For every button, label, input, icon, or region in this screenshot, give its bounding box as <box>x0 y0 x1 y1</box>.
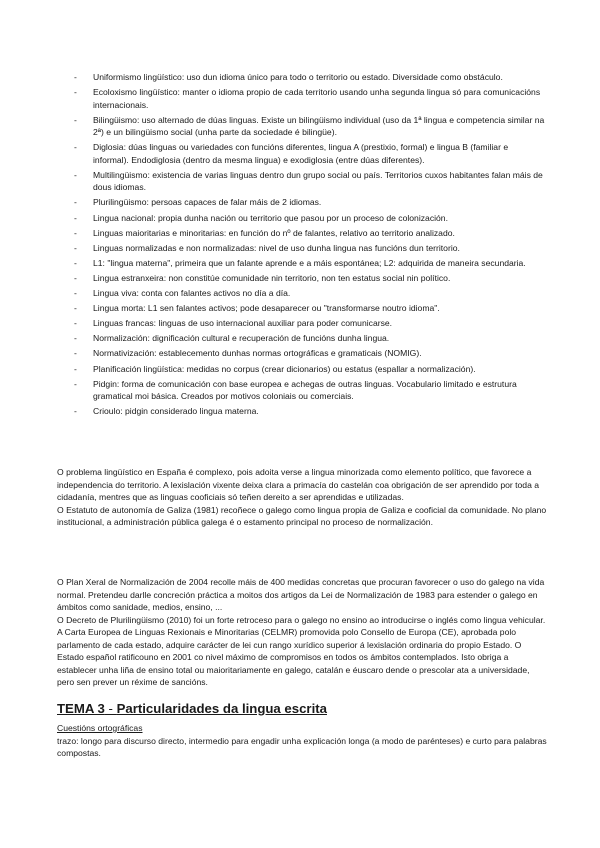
list-item: - Bilingüismo: uso alternado de dúas linguas. Existe un bilingüismo individual (uso da 1ª lingua e competencia similar na 2ª) e un bilingüismo social (unha parte da sociedade é bilingüe). <box>74 114 545 138</box>
bullet-dash: - <box>74 87 77 98</box>
bullet-dash: - <box>74 227 77 238</box>
bullet-dash: - <box>74 72 77 82</box>
list-item: - Lingua estranxeira: non constitúe comunidade nin territorio, non ten estatus social nin político. <box>74 272 451 283</box>
list-item: - Normalización: dignificación cultural e recuperación de funcións dunha lingua. <box>74 333 390 344</box>
bullet-dash: - <box>74 288 77 299</box>
bullet-dash: - <box>74 242 77 253</box>
bullet-dash: - <box>74 114 77 125</box>
paragraph: A Carta Europea de Linguas Rexionais e Minoritarias (CELMR) promovida polo Consello de Europa (CE), aprobada polo parlamento de cada estado, adquire carácter de lei cun rango xurídico superior á lexislación ordinaria do propio Estado. O Estado español ratificouno en 2001 co nivel máximo de compromisos en todos os ámbitos contemplados. Isto obriga a establecer unha liña de ensino total ou maioritariamente en galego, catalán e éuscaro dende o prescolar ata a universidade, pero sen prever un réxime de sancións. <box>57 627 530 687</box>
bullet-dash: - <box>74 212 77 223</box>
section-heading <box>57 701 327 717</box>
list-item: - Multilingüismo: existencia de varias linguas dentro dun grupo social ou país. Territorios cuxos habitantes falan máis de dous idiomas. <box>74 169 543 193</box>
paragraph-block-legislation <box>57 576 549 689</box>
list-item: - L1: "lingua materna", primeira que un falante aprende e a máis espontánea; L2: adquirida de maneira secundaria. <box>74 257 526 268</box>
bullet-dash: - <box>74 363 77 374</box>
list-item: - Normativización: establecemento dunhas normas ortográficas e gramaticais (NOMIG). <box>74 348 422 359</box>
bullet-dash: - <box>74 348 77 359</box>
section-title-text: Particularidades da lingua escrita <box>116 701 327 716</box>
subheading: Cuestións ortográficas <box>57 723 143 733</box>
bullet-dash: - <box>74 333 77 344</box>
list-item: - Uniformismo lingüístico: uso dun idioma único para todo o territorio ou estado. Diversidade como obstáculo. <box>74 72 503 82</box>
section-number: TEMA 3 <box>57 701 105 716</box>
list-item: - Crioulo: pidgin considerado lingua materna. <box>74 406 259 417</box>
bullet-dash: - <box>74 406 77 417</box>
list-item: - Linguas francas: linguas de uso internacional auxiliar para poder comunicarse. <box>74 318 393 329</box>
definitions-list <box>0 71 600 420</box>
bullet-dash: - <box>74 169 77 180</box>
list-item: - Linguas maioritarias e minoritarias: en función do nº de falantes, relativo ao territorio analizado. <box>74 227 455 238</box>
list-item: - Plurilingüismo: persoas capaces de falar máis de 2 idiomas. <box>74 197 322 208</box>
list-item: - Lingua morta: L1 sen falantes activos; pode desaparecer ou "transformarse noutro idioma". <box>74 303 440 314</box>
bullet-dash: - <box>74 378 77 389</box>
paragraph: trazo: longo para discurso directo, intermedio para engadir unha explicación longa (a modo de parénteses) e curto para palabras compostas. <box>57 735 547 758</box>
paragraph: O problema lingüístico en España é complexo, pois adoita verse a lingua minorizada como elemento político, que favorece a independencia do territorio. A lexislación vixente deixa clara a primacía do castelán coa obrigación de ser aprendido por toda a cidadanía, mentres que as linguas cooficiais só teñen dereito a ser aprendidas e utilizadas. <box>57 467 540 502</box>
bullet-dash: - <box>74 318 77 329</box>
paragraph: O Estatuto de autonomía de Galiza (1981) recoñece o galego como lingua propia de Galiza e cooficial da comunidade. No plano institucional, a administración pública galega é o estamento principal no proceso de normalización. <box>57 504 547 527</box>
section-separator: - <box>104 701 117 716</box>
list-item: - Pidgin: forma de comunicación con base europea e achegas de outras linguas. Vocabulario limitado e estrutura gramatical moi básica. Creados por motivos coloniais ou comerciais. <box>74 378 517 402</box>
list-item: - Planificación lingüística: medidas no corpus (crear dicionarios) ou estatus (espallar a normalización). <box>74 363 476 374</box>
list-item: - Linguas normalizadas e non normalizadas: nivel de uso dunha lingua nas funcións dun territorio. <box>74 242 460 253</box>
section-content <box>57 722 549 760</box>
bullet-dash: - <box>74 272 77 283</box>
list-item: - Diglosia: dúas linguas ou variedades con funcións diferentes, lingua A (prestixio, formal) e lingua B (familiar e informal). Endodiglosia (dentro da mesma lingua) e exodiglosia (entre dúas diferentes). <box>74 142 509 165</box>
bullet-dash: - <box>74 197 77 208</box>
bullet-dash: - <box>74 257 77 268</box>
bullet-dash: - <box>74 303 77 314</box>
bullet-dash: - <box>74 142 77 153</box>
paragraph: O Plan Xeral de Normalización de 2004 recolle máis de 400 medidas concretas que procuran favorecer o uso do galego na vida normal. Pretendeu darlle concreción práctica a moitos dos artigos da Lei de Normalización de 1983 para estender o galego en ámbitos como sanidade, medios, ensino, ... <box>57 577 545 612</box>
list-item: - Lingua nacional: propia dunha nación ou territorio que pasou por un proceso de colonización. <box>74 212 448 223</box>
list-item: - Ecoloxismo lingüístico: manter o idioma propio de cada territorio usando unha segunda lingua só para comunicacións internacionais. <box>74 87 541 110</box>
list-item: - Lingua viva: conta con falantes activos no día a día. <box>74 288 291 299</box>
paragraph: O Decreto de Plurilingüismo (2010) foi un forte retroceso para o galego no ensino ao introducirse o inglés como lingua vehicular. <box>57 614 546 625</box>
paragraph-block-spain <box>57 466 549 529</box>
